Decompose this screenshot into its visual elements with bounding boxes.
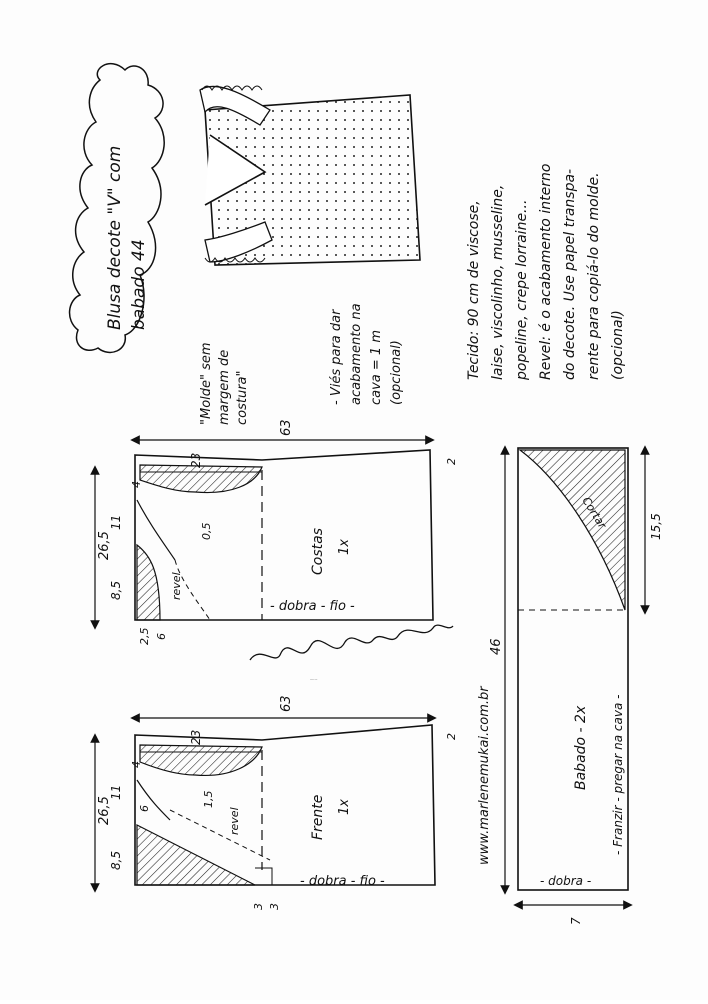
bias-note-line3: cava = 1 m [369, 330, 384, 405]
back-fold-label: - dobra - fio - [270, 599, 355, 614]
fabric-note-line7: (opcional) [610, 310, 626, 380]
ruffle-piece [489, 448, 663, 925]
front-piece [95, 695, 458, 910]
ruffle-gather-label: - Franzir - pregar na cava - [611, 694, 625, 855]
back-revel-label: revel [170, 572, 183, 600]
blouse-sketch [200, 86, 420, 265]
front-dim-11-label: 11 [109, 784, 123, 800]
front-dim-2-label: 2 [445, 733, 458, 740]
ruffle-cut-label: Cortar [579, 494, 609, 531]
ruffle-dim-7-label: 7 [569, 917, 583, 925]
fabric-note-line3: popeline, crepe lorraine... [514, 199, 530, 380]
signature-mark [250, 625, 453, 660]
title-line1: Blusa decote "V" com [105, 145, 125, 330]
ruffle-hatch [520, 450, 625, 610]
back-dim-2-label: 2 [445, 458, 458, 465]
front-dim-3b-label: 3 [268, 903, 281, 910]
back-label: Costas [310, 528, 326, 575]
front-dim-23-label: 23 [189, 729, 203, 745]
back-dim-63-label: 63 [279, 419, 294, 436]
front-count: 1x [337, 799, 352, 815]
bias-note [329, 303, 404, 405]
ruffle-fold-label: - dobra - [540, 874, 592, 888]
mold-note-line2: margem de [217, 349, 232, 425]
front-label: Frente [310, 794, 326, 840]
bias-note-line1: - Viés para dar [329, 309, 344, 405]
back-armhole-hatch [140, 465, 262, 493]
front-dim-63-label: 63 [279, 695, 294, 712]
back-dim-11-label: 11 [109, 514, 123, 530]
back-dim-8-5-label: 8,5 [109, 580, 123, 600]
front-armhole-hatch [140, 745, 262, 775]
front-revel-label: revel [228, 807, 241, 835]
front-notch [255, 868, 272, 885]
front-shoulder-line [137, 780, 170, 820]
back-dim-2-5-label: 2,5 [138, 627, 151, 645]
bias-note-line4: (opcional) [389, 340, 404, 405]
back-piece [95, 419, 458, 645]
website-label: www.marlenemukai.com.br [477, 686, 492, 865]
back-dim-26-5-label: 26,5 [97, 531, 112, 560]
front-dim-8-5-label: 8,5 [109, 850, 123, 870]
ruffle-label: Babado - 2x [573, 705, 589, 790]
bias-note-line2: acabamento na [349, 303, 364, 405]
fabric-note-line4: Revel: é o acabamento interno [538, 163, 554, 380]
fabric-note-line6: rente para copiá-lo do molde. [586, 172, 602, 380]
mold-note-line3: costura" [235, 370, 250, 425]
back-count: 1x [337, 539, 352, 555]
fabric-note-line5: do decote. Use papel transpa- [562, 168, 578, 380]
back-dim-6-label: 6 [155, 633, 168, 640]
ruffle-dim-15-5-label: 15,5 [649, 513, 663, 540]
front-fold-label: - dobra - fio - [300, 874, 385, 889]
front-dim-26-5-label: 26,5 [97, 796, 112, 825]
back-neck-hatch [137, 545, 160, 620]
mold-note-line1: "Molde" sem [199, 342, 214, 425]
back-dim-4-label: 4 [130, 481, 143, 488]
fabric-note-line1: Tecido: 90 cm de viscose, [466, 200, 482, 380]
title-cloud [70, 64, 165, 353]
title-line2: babado 44 [129, 239, 149, 330]
ruffle-dim-46-label: 46 [489, 638, 504, 655]
signature-text: Marlene Mukai [310, 680, 318, 681]
back-dim-23-label: 23 [189, 452, 203, 468]
fabric-note-line2: laise, viscolinho, musseline, [490, 184, 506, 380]
fabric-note [466, 164, 626, 381]
mold-note [199, 342, 250, 425]
front-dim-3a-label: 3 [252, 903, 265, 910]
front-dim-1-5-label: 1,5 [202, 790, 215, 808]
back-dim-0-5-label: 0,5 [200, 522, 213, 540]
front-dim-6-label: 6 [138, 805, 151, 812]
front-dim-4-label: 4 [130, 761, 143, 768]
